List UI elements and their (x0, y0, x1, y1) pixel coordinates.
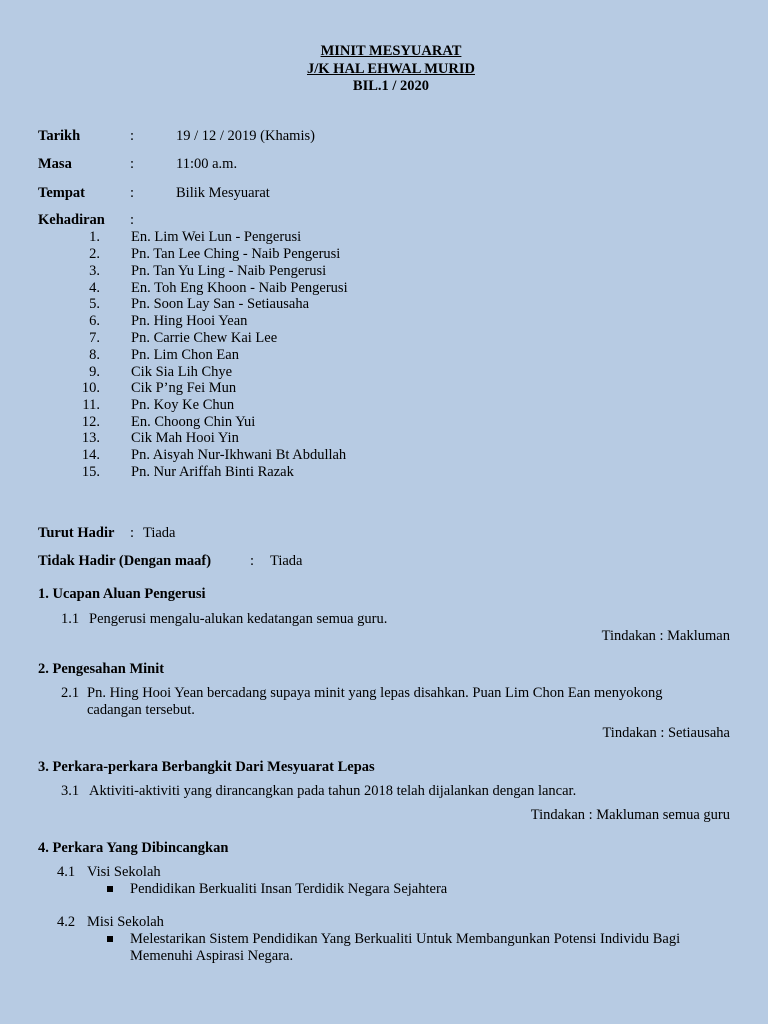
member-number: 1. (89, 229, 100, 245)
member-number: 9. (89, 364, 100, 380)
member-number: 4. (89, 280, 100, 296)
date-value: 19 / 12 / 2019 (Khamis) (176, 128, 315, 144)
member-number: 11. (82, 397, 100, 413)
doc-title: MINIT MESYUARAT (320, 43, 462, 59)
section-3-action: Tindakan : Makluman semua guru (530, 807, 730, 823)
also-present-colon: : (130, 525, 135, 541)
member-name: Cik P’ng Fei Mun (131, 380, 237, 396)
member-name: En. Toh Eng Khoon - Naib Pengerusi (131, 280, 348, 296)
member-name: En. Lim Wei Lun - Pengerusi (131, 229, 302, 245)
section-4-2-title: Misi Sekolah (87, 914, 164, 930)
member-number: 2. (89, 246, 100, 262)
venue-label: Tempat (38, 185, 85, 201)
member-name: Pn. Aisyah Nur-Ikhwani Bt Abdullah (131, 447, 347, 463)
attendance-label: Kehadiran (38, 212, 105, 228)
also-present-label: Turut Hadir (38, 525, 115, 541)
section-1-action: Tindakan : Makluman (601, 628, 730, 644)
member-number: 10. (81, 380, 100, 396)
date-colon: : (130, 128, 135, 144)
member-number: 7. (89, 330, 100, 346)
member-name: Pn. Hing Hooi Yean (131, 313, 248, 329)
member-name: Pn. Soon Lay San - Setiausaha (131, 296, 310, 312)
section-4-2-number: 4.2 (57, 914, 76, 930)
section-2-item-number: 2.1 (61, 685, 80, 701)
member-number: 14. (81, 447, 100, 463)
venue-colon: : (130, 185, 135, 201)
section-2-item-text-continued: cadangan tersebut. (87, 702, 195, 718)
member-number: 8. (89, 347, 100, 363)
time-value: 11:00 a.m. (176, 156, 238, 172)
bullet-icon (107, 886, 113, 892)
venue-value: Bilik Mesyuarat (176, 185, 270, 201)
section-3-item-text: Aktiviti-aktiviti yang dirancangkan pada tahun 2018 telah dijalankan dengan lancar. (89, 783, 577, 799)
member-name: Pn. Lim Chon Ean (131, 347, 239, 363)
section-3-item-number: 3.1 (61, 783, 80, 799)
section-2-heading: 2. Pengesahan Minit (38, 661, 165, 677)
member-name: Pn. Carrie Chew Kai Lee (131, 330, 278, 346)
member-number: 5. (89, 296, 100, 312)
member-name: Pn. Koy Ke Chun (131, 397, 235, 413)
absent-value: Tiada (270, 553, 303, 569)
member-number: 6. (89, 313, 100, 329)
absent-label: Tidak Hadir (Dengan maaf) (38, 553, 212, 569)
member-name: En. Choong Chin Yui (131, 414, 256, 430)
section-4-1-title: Visi Sekolah (87, 864, 161, 880)
member-name: Pn. Nur Ariffah Binti Razak (131, 464, 294, 480)
date-label: Tarikh (38, 128, 81, 144)
section-4-1-number: 4.1 (57, 864, 76, 880)
member-number: 3. (89, 263, 100, 279)
member-name: Pn. Tan Lee Ching - Naib Pengerusi (131, 246, 341, 262)
section-2-action: Tindakan : Setiausaha (602, 725, 730, 741)
member-name: Cik Mah Hooi Yin (131, 430, 239, 446)
section-4-heading: 4. Perkara Yang Dibincangkan (38, 840, 229, 856)
section-1-item-number: 1.1 (61, 611, 80, 627)
attendance-colon: : (130, 212, 135, 228)
member-number: 12. (81, 414, 100, 430)
section-1-item-text: Pengerusi mengalu-alukan kedatangan semua guru. (89, 611, 388, 627)
committee-title: J/K HAL EHWAL MURID (307, 61, 475, 77)
member-number: 13. (81, 430, 100, 446)
mission-text: Melestarikan Sistem Pendidikan Yang Berkualiti Untuk Membangunkan Potensi Individu Bagi (130, 931, 681, 947)
time-colon: : (130, 156, 135, 172)
meeting-number: BIL.1 / 2020 (352, 78, 430, 94)
also-present-value: Tiada (143, 525, 176, 541)
vision-text: Pendidikan Berkualiti Insan Terdidik Negara Sejahtera (130, 881, 448, 897)
mission-text-continued: Memenuhi Aspirasi Negara. (130, 948, 294, 964)
bullet-icon (107, 936, 113, 942)
time-label: Masa (38, 156, 72, 172)
absent-colon: : (250, 553, 255, 569)
section-2-item-text: Pn. Hing Hooi Yean bercadang supaya minit yang lepas disahkan. Puan Lim Chon Ean menyokong (87, 685, 663, 701)
section-1-heading: 1. Ucapan Aluan Pengerusi (38, 586, 206, 602)
member-name: Pn. Tan Yu Ling - Naib Pengerusi (131, 263, 327, 279)
section-3-heading: 3. Perkara-perkara Berbangkit Dari Mesyuarat Lepas (38, 759, 375, 775)
member-number: 15. (81, 464, 100, 480)
member-name: Cik Sia Lih Chye (131, 364, 233, 380)
